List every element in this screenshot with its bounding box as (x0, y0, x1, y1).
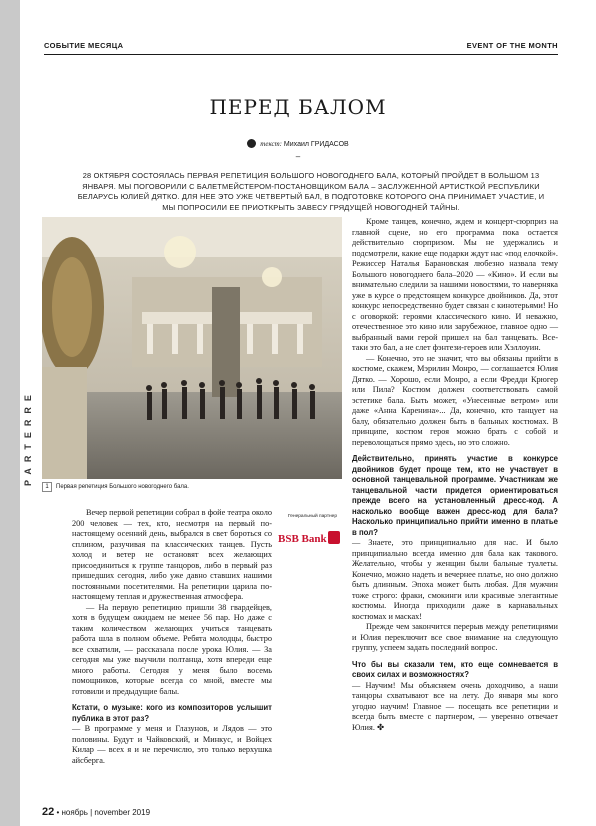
vertical-section-label: PARTERRE (23, 389, 33, 487)
right-column (352, 217, 558, 733)
answer: — Знаете, это принципиально для нас. И было принципиально всегда именно для бала как такового. Желательно, чтобы у женщин были бальные туалеты. Конечно, можно надеть и вечернее платье, но оно должно быть длинным. Эпоха может быть любая. Для мужчин тоже строго: фраки, смокинги или красивые элегантные костюмы. Иногда приходили даже в карнавальных костюмах и масках! (352, 538, 558, 621)
paragraph: Кроме танцев, конечно, ждем и концерт-сюрприз на главной сцене, но его программа пока остается действительно сюрпризом. Мы не удержались и подсмотрели, какие еще подарки ждут нас «под елочкой». Режиссер Наталья Барановская любезно назвала тему Большого новогоднего бала–2020 — «Кино». И если вы внимательно следили за нашими новостями, то наверняка уже в курсе о предстоящем конкурсе двойников. Да, этот конкурс непосредственно будет связан с кинотерьями! Но с оговоркой: героями классического кино. И неважно, отечественное это кино или зарубежное, главное одно — выбранный вами герой пришел на бал танцевать. Все-таки это бал, а не слет фэнтези-героев или Хэллоуин. (352, 217, 558, 352)
photo-illustration (42, 217, 342, 479)
answer: — Научим! Мы объясняем очень доходчиво, а наши танцоры схватывают все на лету. До января мы кого угодно научим! Главное — посещать все репетиции и всегда быть вместе с партнером, — уверенно отвечает Юлия. ✤ (352, 680, 558, 732)
question: Что бы вы сказали тем, кто еще сомневается в своих силах и возможностях? (352, 659, 558, 679)
author-icon (247, 139, 256, 148)
author-dash: – (295, 152, 301, 161)
bank-logo-icon (328, 531, 340, 544)
paragraph: Прежде чем закончится перерыв между репетициями и Юлия переключит все свое внимание на следующую группу, успеем задать последний вопрос. (352, 622, 558, 652)
partner-label: Генеральный партнер (288, 514, 338, 519)
author-line (0, 139, 596, 148)
header-rule (44, 54, 558, 55)
article-photo (42, 217, 342, 479)
paragraph: — На первую репетицию пришли 38 гвардейцев, хотя в будущем ожидаем не менее 56 пар. Но даже с таким количеством желающих учиться танцевать работа шла в полном объеме. Ребята молодцы, быстро все схватили, — рассказала после урока Юлия. — За сегодня мы уже выучили полтанца, хотя впереди еще много работы. Сегодня у меня было восемь помощников, которые всегда со мной, вместе мы готовили и предыдущие балы. (72, 602, 272, 696)
issue-date: ноябрь | november 2019 (61, 808, 151, 817)
paragraph: — Конечно, это не значит, что вы обязаны прийти в костюме, скажем, Мэрилин Монро, — соглашается Юлия Дятко. — Хорошо, если Монро, а если Фредди Крюгер или Пила? Костюм должен соответствовать самой эстетике бала. Быть может, «Унесенные ветром» или даже «Анна Каренина»... Да, конечно, кто танцует на балу, обязательно должен быть в бальных костюмах. В принципе, костюм героя можно брать с собой и переволощаться прямо здесь, но это сложно. (352, 353, 558, 447)
author-name: Михаил ГРИДАСОВ (283, 141, 349, 148)
photo-caption (42, 482, 189, 492)
partner-brand: BSB Bank (278, 533, 327, 545)
lead-paragraph: 28 ОКТЯБРЯ СОСТОЯЛАСЬ ПЕРВАЯ РЕПЕТИЦИЯ БОЛЬШОГО НОВОГОДНЕГО БАЛА, КОТОРЫЙ ПРОЙДЕТ В БОЛЬШОМ 13 ЯНВАРЯ. МЫ ПОГОВОРИЛИ С БАЛЕТМЕЙСТЕРОМ-ПОСТАНОВЩИКОМ БАЛА – ЗАСЛУЖЕННОЙ АРТИСТКОЙ РЕСПУБЛИКИ БЕЛАРУСЬ ЮЛИЕЙ ДЯТКО. ДЛЯ НЕЕ ЭТО УЖЕ ЧЕТВЕРТЫЙ БАЛ, В ПОДГОТОВКЕ КОТОРОГО ОНА ПРИНИМАЕТ УЧАСТИЕ, И МЫ ПОПРОСИЛИ ЕЕ ПРИОТКРЫТЬ ЗАВЕСУ ГРЯДУЩЕЙ НОВОГОДНЕЙ ТАЙНЫ. (77, 171, 545, 212)
paragraph: Вечер первой репетиции собрал в фойе театра около 200 человек — тех, кто, несмотря на первый по-настоящему осенний день, выбрался в свет бороться со сплином, разучивая па классических танцев. Пусть холод и ветер не остановят всех желающих присоединиться к группе танцоров, либо в первый раз пришедших сегодня, либо уже давно ставших нашими постоянными посетителями. На репетиции царила по-настоящему теплая и дружественная атмосфера. (72, 508, 272, 601)
caption-text: Первая репетиция Большого новогоднего бала. (56, 484, 189, 490)
section-label-en: EVENT OF THE MONTH (466, 41, 558, 50)
section-label: СОБЫТИЕ МЕСЯЦА (44, 41, 124, 50)
question: Действительно, принять участие в конкурсе двойников будет проще тем, кто не участвует в основной танцевальной программе. Участникам же танцевальной части придется ориентироваться прежде всего на установленный дресс-код. А насколько вообще важен дресс-код для бала? Насколько принципиально прийти именно в платье в пол? (352, 454, 558, 537)
partner-logo (278, 531, 342, 547)
answer: — В программе у меня и Глазунов, и Лядов — это половины. Будут и Чайковский, и Минкус, и Войцех Килар — всех я и не перечислю, это только верхушка айсберга. (72, 724, 272, 765)
author-prefix: текст: (260, 140, 282, 148)
left-column (72, 508, 272, 766)
page-footer: 22 • ноябрь | november 2019 (42, 806, 151, 818)
side-bar (0, 0, 20, 826)
article-title: ПЕРЕД БАЛОМ (209, 95, 387, 119)
question: Кстати, о музыке: кого из композиторов услышит публика в этот раз? (72, 703, 272, 723)
page-number: 22 (42, 806, 55, 818)
caption-number: 1 (42, 482, 52, 492)
